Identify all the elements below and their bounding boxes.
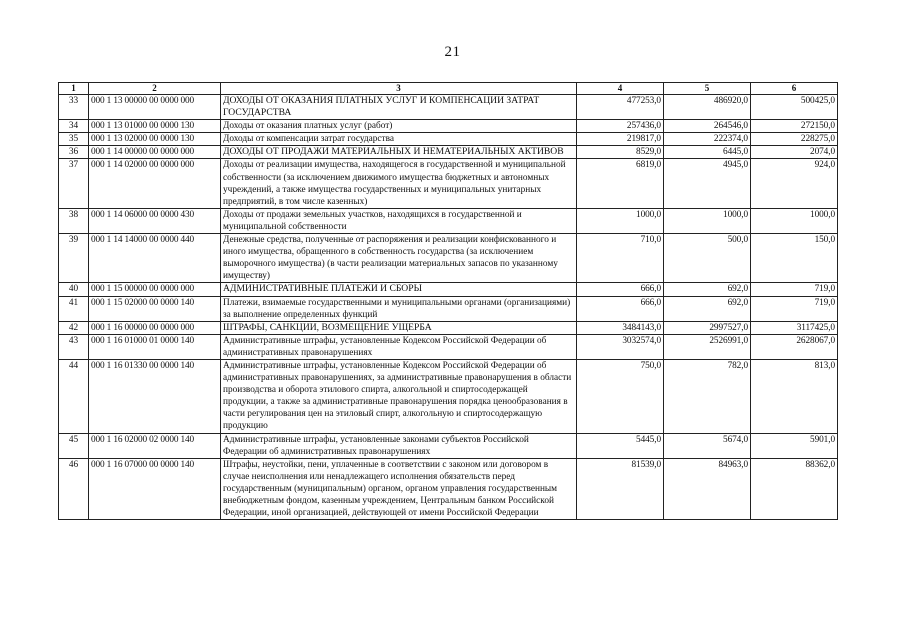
value-col-4: 1000,0	[577, 208, 664, 233]
budget-code: 000 1 13 00000 00 0000 000	[89, 95, 221, 120]
table-row	[59, 321, 838, 334]
revenue-name: Доходы от компенсации затрат государства	[221, 133, 577, 146]
value-col-6: 1000,0	[751, 208, 838, 233]
revenue-name: ШТРАФЫ, САНКЦИИ, ВОЗМЕЩЕНИЕ УЩЕРБА	[221, 321, 577, 334]
value-col-4: 257436,0	[577, 120, 664, 133]
column-header-2: 2	[89, 83, 221, 95]
row-number: 42	[59, 321, 89, 334]
table-row	[59, 359, 838, 433]
value-col-4: 666,0	[577, 296, 664, 321]
row-number: 33	[59, 95, 89, 120]
value-col-6: 813,0	[751, 359, 838, 433]
value-col-6: 272150,0	[751, 120, 838, 133]
revenue-table	[58, 82, 838, 520]
value-col-6: 150,0	[751, 234, 838, 283]
table-row	[59, 133, 838, 146]
revenue-name: ДОХОДЫ ОТ ПРОДАЖИ МАТЕРИАЛЬНЫХ И НЕМАТЕРИАЛЬНЫХ АКТИВОВ	[221, 146, 577, 159]
value-col-4: 81539,0	[577, 458, 664, 519]
budget-code: 000 1 13 01000 00 0000 130	[89, 120, 221, 133]
value-col-5: 264546,0	[664, 120, 751, 133]
table-row	[59, 433, 838, 458]
revenue-name: Платежи, взимаемые государственными и муниципальными органами (организациями) за выполнение определенных функций	[221, 296, 577, 321]
value-col-4: 710,0	[577, 234, 664, 283]
value-col-5: 500,0	[664, 234, 751, 283]
revenue-name: Доходы от продажи земельных участков, находящихся в государственной и муниципальной собственности	[221, 208, 577, 233]
budget-code: 000 1 14 06000 00 0000 430	[89, 208, 221, 233]
value-col-4: 750,0	[577, 359, 664, 433]
column-header-5: 5	[664, 83, 751, 95]
value-col-4: 6819,0	[577, 159, 664, 208]
value-col-6: 3117425,0	[751, 321, 838, 334]
value-col-5: 2526991,0	[664, 334, 751, 359]
value-col-5: 222374,0	[664, 133, 751, 146]
row-number: 36	[59, 146, 89, 159]
page-number: 21	[444, 44, 461, 60]
row-number: 41	[59, 296, 89, 321]
value-col-5: 84963,0	[664, 458, 751, 519]
value-col-4: 3032574,0	[577, 334, 664, 359]
value-col-5: 1000,0	[664, 208, 751, 233]
column-header-1: 1	[59, 83, 89, 95]
value-col-5: 4945,0	[664, 159, 751, 208]
value-col-6: 500425,0	[751, 95, 838, 120]
table-row	[59, 234, 838, 283]
value-col-6: 228275,0	[751, 133, 838, 146]
table-row	[59, 159, 838, 208]
row-number: 34	[59, 120, 89, 133]
row-number: 45	[59, 433, 89, 458]
row-number: 46	[59, 458, 89, 519]
value-col-4: 8529,0	[577, 146, 664, 159]
revenue-name: Денежные средства, полученные от распоряжения и реализации конфискованного и иного имущества, обращенного в собственность государства (за исключением выморочного имущества) (в части реализации материальных запасов по указанному имуществу)	[221, 234, 577, 283]
revenue-name: ДОХОДЫ ОТ ОКАЗАНИЯ ПЛАТНЫХ УСЛУГ И КОМПЕНСАЦИИ ЗАТРАТ ГОСУДАРСТВА	[221, 95, 577, 120]
value-col-5: 692,0	[664, 283, 751, 296]
row-number: 43	[59, 334, 89, 359]
budget-code: 000 1 14 14000 00 0000 440	[89, 234, 221, 283]
table-row	[59, 146, 838, 159]
budget-code: 000 1 16 01000 01 0000 140	[89, 334, 221, 359]
budget-code: 000 1 16 07000 00 0000 140	[89, 458, 221, 519]
column-header-4: 4	[577, 83, 664, 95]
revenue-name: Доходы от оказания платных услуг (работ)	[221, 120, 577, 133]
column-header-6: 6	[751, 83, 838, 95]
revenue-name: Административные штрафы, установленные законами субъектов Российской Федерации об административных правонарушениях	[221, 433, 577, 458]
value-col-6: 5901,0	[751, 433, 838, 458]
value-col-6: 719,0	[751, 296, 838, 321]
table-row	[59, 283, 838, 296]
table-row	[59, 95, 838, 120]
row-number: 38	[59, 208, 89, 233]
row-number: 40	[59, 283, 89, 296]
value-col-5: 5674,0	[664, 433, 751, 458]
table-row	[59, 296, 838, 321]
value-col-4: 666,0	[577, 283, 664, 296]
row-number: 39	[59, 234, 89, 283]
value-col-6: 2074,0	[751, 146, 838, 159]
revenue-name: АДМИНИСТРАТИВНЫЕ ПЛАТЕЖИ И СБОРЫ	[221, 283, 577, 296]
value-col-4: 219817,0	[577, 133, 664, 146]
value-col-5: 2997527,0	[664, 321, 751, 334]
value-col-5: 6445,0	[664, 146, 751, 159]
budget-code: 000 1 16 01330 00 0000 140	[89, 359, 221, 433]
budget-code: 000 1 14 00000 00 0000 000	[89, 146, 221, 159]
budget-code: 000 1 16 02000 02 0000 140	[89, 433, 221, 458]
column-header-3: 3	[221, 83, 577, 95]
budget-code: 000 1 15 02000 00 0000 140	[89, 296, 221, 321]
value-col-4: 477253,0	[577, 95, 664, 120]
value-col-5: 782,0	[664, 359, 751, 433]
revenue-name: Штрафы, неустойки, пени, уплаченные в соответствии с законом или договором в случае неисполнения или ненадлежащего исполнения обязательств перед государственным (муниципальным) органом, органом управления государственным внебюджетным фондом, казенным учреждением, Центральным банком Российской Федерации, иной организацией, действующей от имени Российской Федерации	[221, 458, 577, 519]
value-col-6: 2628067,0	[751, 334, 838, 359]
revenue-name: Доходы от реализации имущества, находящегося в государственной и муниципальной собственности (за исключением движимого имущества бюджетных и автономных учреждений, а также имущества государственных и муниципальных унитарных предприятий, в том числе казенных)	[221, 159, 577, 208]
budget-code: 000 1 15 00000 00 0000 000	[89, 283, 221, 296]
budget-code: 000 1 16 00000 00 0000 000	[89, 321, 221, 334]
revenue-name: Административные штрафы, установленные Кодексом Российской Федерации об административных правонарушениях	[221, 334, 577, 359]
table-row	[59, 208, 838, 233]
table-row	[59, 458, 838, 519]
row-number: 35	[59, 133, 89, 146]
value-col-4: 3484143,0	[577, 321, 664, 334]
row-number: 37	[59, 159, 89, 208]
row-number: 44	[59, 359, 89, 433]
table-row	[59, 120, 838, 133]
column-number-row	[59, 83, 838, 95]
value-col-5: 486920,0	[664, 95, 751, 120]
table-row	[59, 334, 838, 359]
value-col-6: 88362,0	[751, 458, 838, 519]
value-col-5: 692,0	[664, 296, 751, 321]
value-col-6: 719,0	[751, 283, 838, 296]
value-col-4: 5445,0	[577, 433, 664, 458]
revenue-name: Административные штрафы, установленные Кодексом Российской Федерации об административных правонарушениях, за административные правонарушения в области производства и оборота этилового спирта, алкогольной и спиртосодержащей продукции, а также за административные правонарушения порядка ценообразования в части регулирования цен на этиловый спирт, алкогольную и спиртосодержащую продукцию	[221, 359, 577, 433]
budget-code: 000 1 14 02000 00 0000 000	[89, 159, 221, 208]
value-col-6: 924,0	[751, 159, 838, 208]
budget-code: 000 1 13 02000 00 0000 130	[89, 133, 221, 146]
